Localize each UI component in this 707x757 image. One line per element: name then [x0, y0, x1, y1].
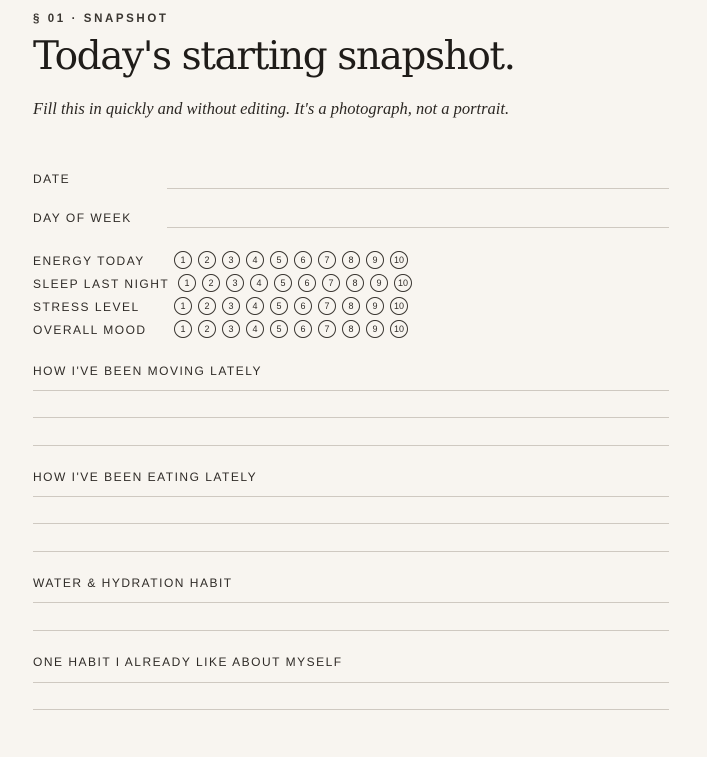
rating-option[interactable]: 3 — [222, 251, 240, 269]
rating-option[interactable]: 5 — [270, 320, 288, 338]
page-subtitle: Fill this in quickly and without editing. It's a photograph, not a portrait. — [33, 99, 510, 118]
rating-option[interactable]: 7 — [318, 251, 336, 269]
section-label-moving: HOW I'VE BEEN MOVING LATELY — [33, 364, 263, 378]
section-label-water: WATER & HYDRATION HABIT — [33, 576, 233, 590]
rating-option[interactable]: 8 — [342, 251, 360, 269]
rating-option[interactable]: 6 — [298, 274, 316, 292]
write-line[interactable] — [33, 523, 669, 524]
rating-option[interactable]: 3 — [222, 320, 240, 338]
rating-option[interactable]: 10 — [390, 297, 408, 315]
rating-option[interactable]: 9 — [366, 251, 384, 269]
rating-option[interactable]: 9 — [366, 320, 384, 338]
scale-label-mood: OVERALL MOOD — [33, 323, 147, 337]
energy-options — [174, 251, 408, 269]
write-line[interactable] — [33, 496, 669, 497]
write-line[interactable] — [33, 709, 669, 710]
rating-option[interactable]: 2 — [198, 251, 216, 269]
rating-option[interactable]: 6 — [294, 251, 312, 269]
rating-option[interactable]: 5 — [274, 274, 292, 292]
rating-option[interactable]: 4 — [246, 251, 264, 269]
write-line[interactable] — [33, 417, 669, 418]
date-write-line[interactable] — [167, 188, 669, 189]
rating-option[interactable]: 8 — [342, 320, 360, 338]
rating-option[interactable]: 1 — [178, 274, 196, 292]
rating-option[interactable]: 1 — [174, 320, 192, 338]
rating-option[interactable]: 2 — [198, 320, 216, 338]
scale-label-sleep: SLEEP LAST NIGHT — [33, 277, 170, 291]
rating-option[interactable]: 9 — [366, 297, 384, 315]
section-label-eating: HOW I'VE BEEN EATING LATELY — [33, 470, 258, 484]
rating-option[interactable]: 1 — [174, 251, 192, 269]
rating-option[interactable]: 6 — [294, 320, 312, 338]
rating-option[interactable]: 3 — [222, 297, 240, 315]
rating-option[interactable]: 2 — [202, 274, 220, 292]
rating-option[interactable]: 3 — [226, 274, 244, 292]
rating-option[interactable]: 2 — [198, 297, 216, 315]
rating-option[interactable]: 10 — [394, 274, 412, 292]
rating-option[interactable]: 9 — [370, 274, 388, 292]
rating-option[interactable]: 5 — [270, 297, 288, 315]
rating-option[interactable]: 8 — [346, 274, 364, 292]
date-label: DATE — [33, 172, 71, 186]
write-line[interactable] — [33, 682, 669, 683]
rating-option[interactable]: 5 — [270, 251, 288, 269]
stress-options — [174, 297, 408, 315]
rating-option[interactable]: 10 — [390, 251, 408, 269]
rating-option[interactable]: 6 — [294, 297, 312, 315]
rating-option[interactable]: 1 — [174, 297, 192, 315]
rating-option[interactable]: 4 — [246, 297, 264, 315]
sleep-options — [178, 274, 412, 292]
rating-option[interactable]: 7 — [318, 297, 336, 315]
rating-option[interactable]: 4 — [250, 274, 268, 292]
day-of-week-label: DAY OF WEEK — [33, 211, 132, 225]
write-line[interactable] — [33, 551, 669, 552]
rating-option[interactable]: 4 — [246, 320, 264, 338]
scale-label-energy: ENERGY TODAY — [33, 254, 145, 268]
section-label-habit: ONE HABIT I ALREADY LIKE ABOUT MYSELF — [33, 655, 343, 669]
day-of-week-write-line[interactable] — [167, 227, 669, 228]
rating-option[interactable]: 10 — [390, 320, 408, 338]
write-line[interactable] — [33, 602, 669, 603]
write-line[interactable] — [33, 390, 669, 391]
mood-options — [174, 320, 408, 338]
rating-option[interactable]: 7 — [318, 320, 336, 338]
section-eyebrow: § 01 · SNAPSHOT — [33, 13, 169, 25]
page-title: Today's starting snapshot. — [33, 34, 515, 79]
rating-option[interactable]: 8 — [342, 297, 360, 315]
write-line[interactable] — [33, 630, 669, 631]
scale-label-stress: STRESS LEVEL — [33, 300, 140, 314]
rating-option[interactable]: 7 — [322, 274, 340, 292]
write-line[interactable] — [33, 445, 669, 446]
